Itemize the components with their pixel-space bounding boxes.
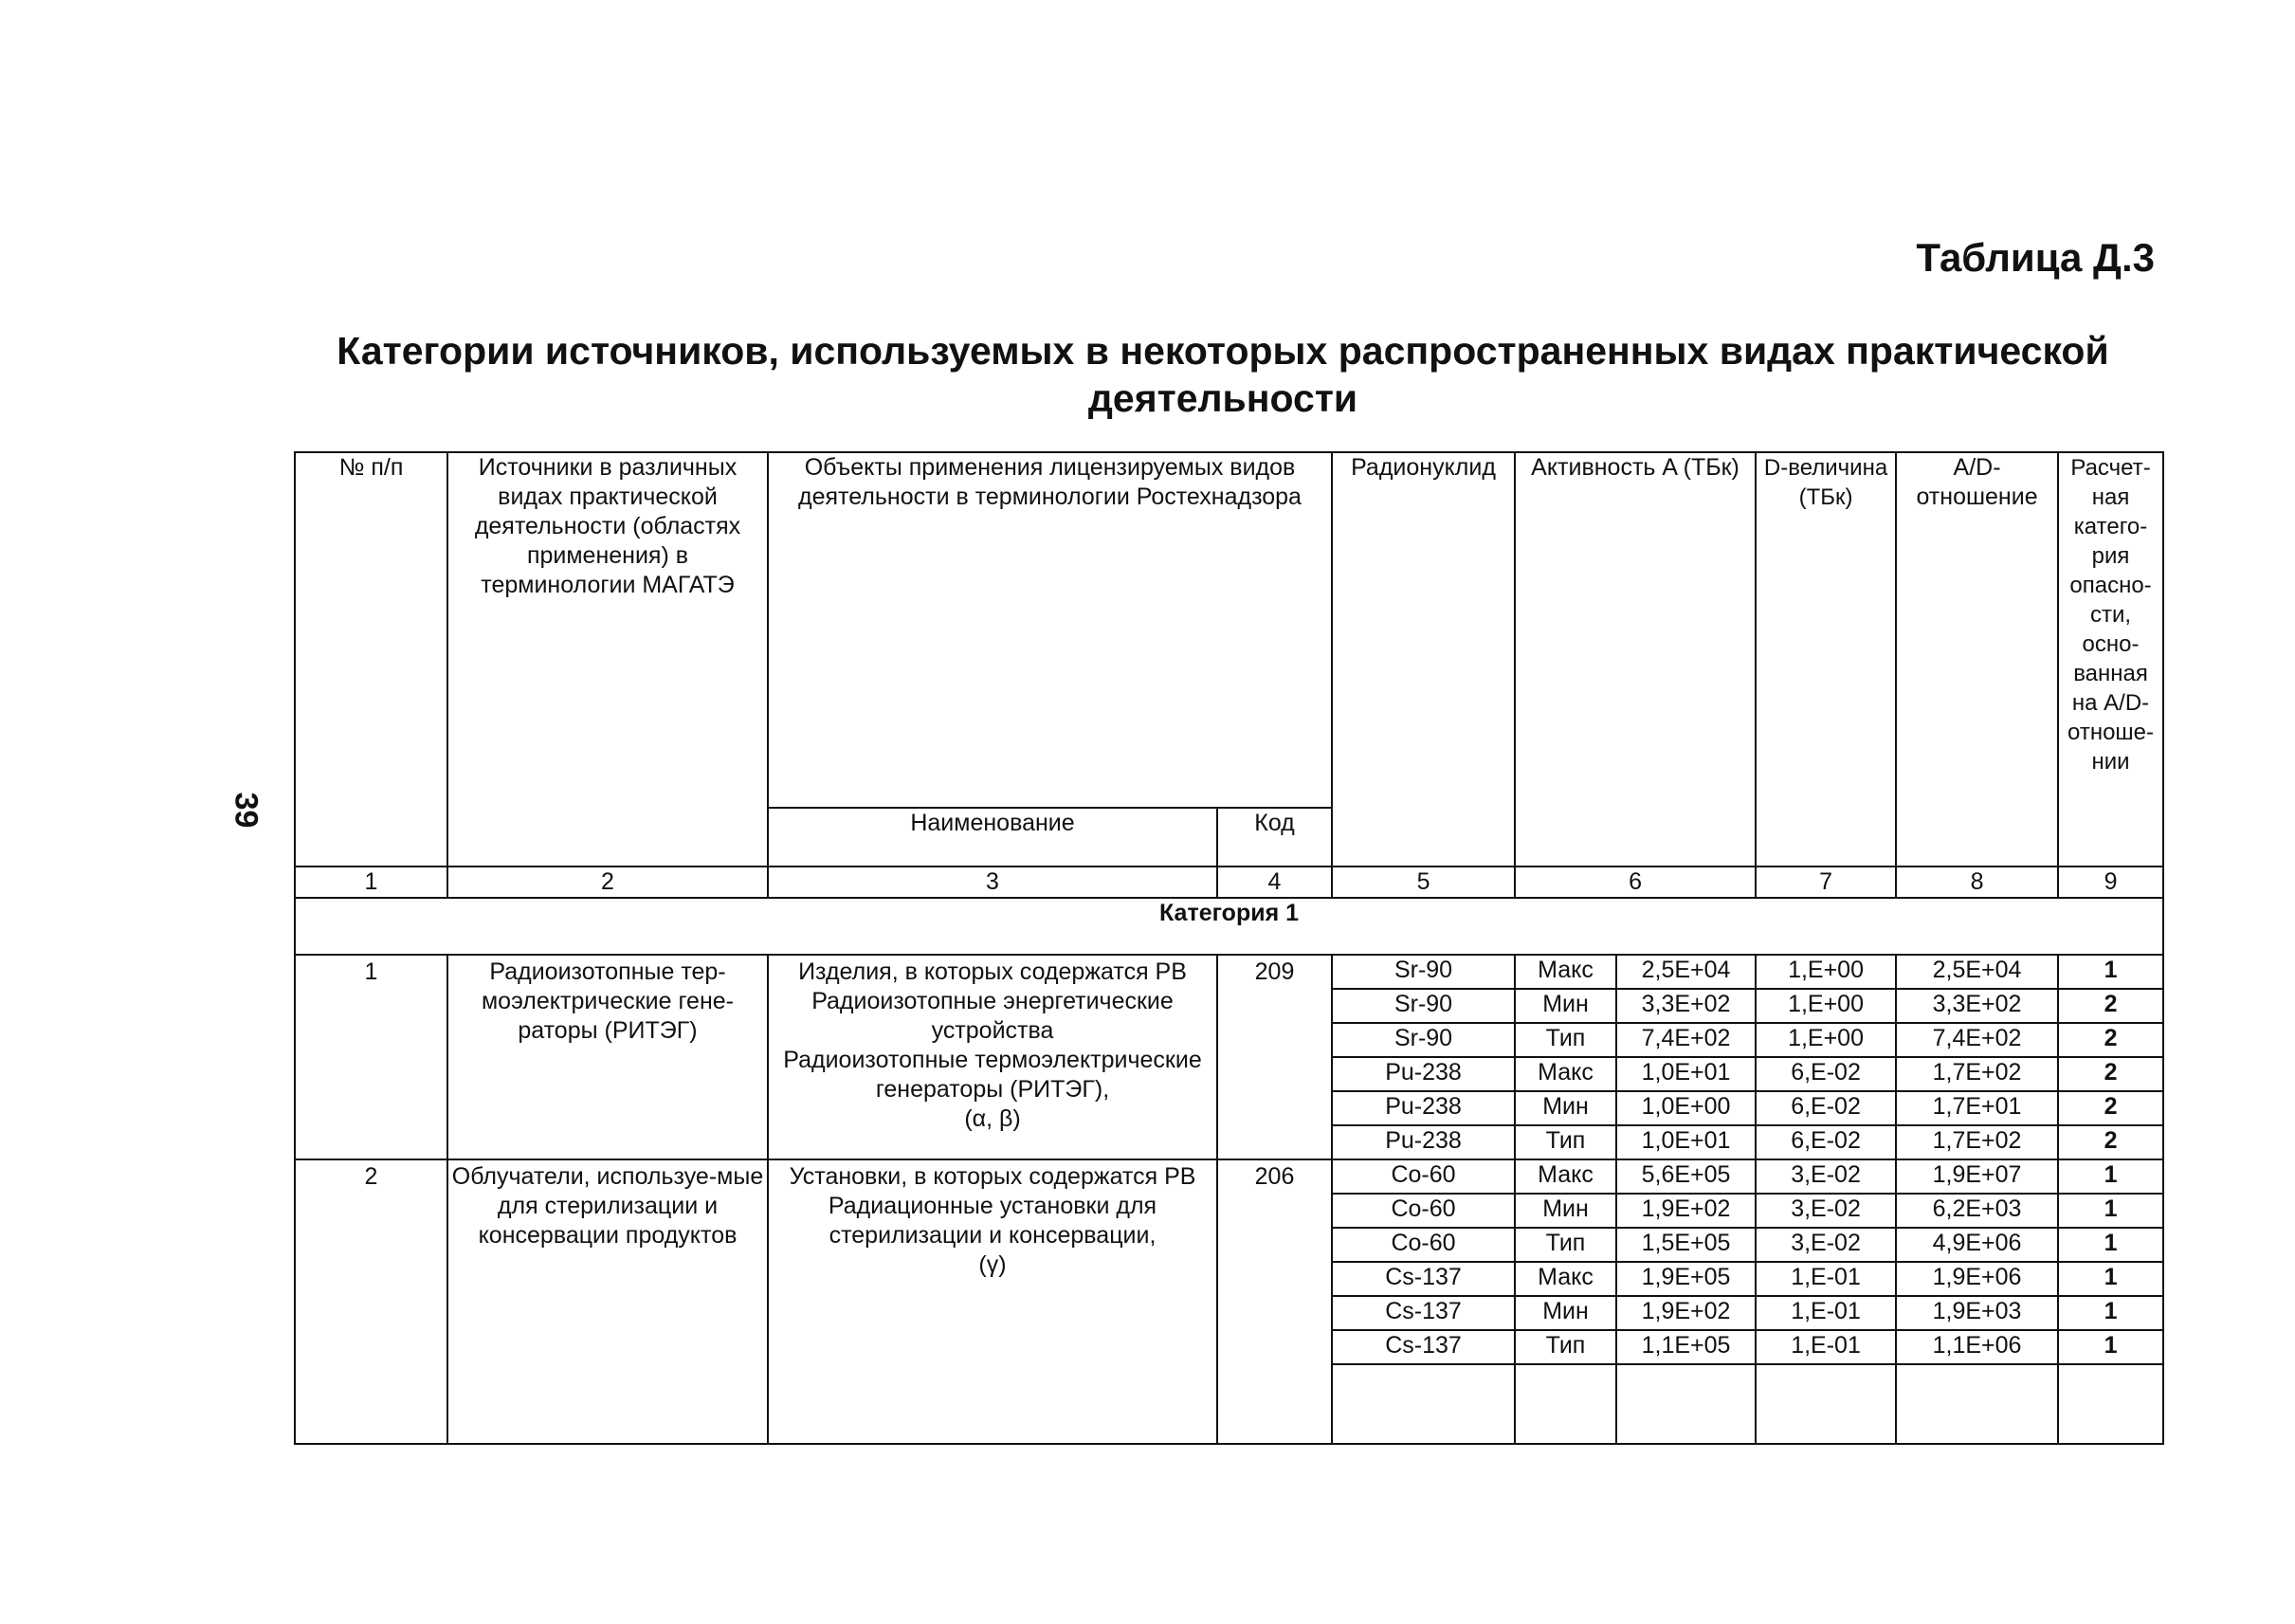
row-number: 1 xyxy=(295,955,447,1159)
activity-type: Макс xyxy=(1515,1262,1616,1296)
activity-value: 1,9E+02 xyxy=(1616,1296,1756,1330)
hazard-category: 1 xyxy=(2058,955,2163,989)
radionuclide: Co-60 xyxy=(1332,1194,1515,1228)
d-value: 3,E-02 xyxy=(1756,1194,1896,1228)
hazard-category: 1 xyxy=(2058,1194,2163,1228)
row-number: 2 xyxy=(295,1159,447,1444)
hazard-category: 1 xyxy=(2058,1296,2163,1330)
empty-cell xyxy=(1896,1364,2058,1444)
radionuclide: Cs-137 xyxy=(1332,1330,1515,1364)
activity-type: Тип xyxy=(1515,1125,1616,1159)
header-ad-ratio: A/D-отношение xyxy=(1896,452,2058,867)
source-description: Облучатели, используе-мые для стерилизации и консервации продуктов xyxy=(447,1159,768,1444)
hazard-category: 1 xyxy=(2058,1159,2163,1194)
source-description: Радиоизотопные тер-моэлектрические гене-раторы (РИТЭГ) xyxy=(447,955,768,1159)
radionuclide: Sr-90 xyxy=(1332,955,1515,989)
ad-ratio: 1,7E+01 xyxy=(1896,1091,2058,1125)
radionuclide: Pu-238 xyxy=(1332,1125,1515,1159)
d-value: 6,E-02 xyxy=(1756,1057,1896,1091)
radionuclide: Co-60 xyxy=(1332,1228,1515,1262)
hazard-category: 2 xyxy=(2058,989,2163,1023)
ad-ratio: 4,9E+06 xyxy=(1896,1228,2058,1262)
activity-value: 1,0E+01 xyxy=(1616,1125,1756,1159)
header-d-value: D-величина (ТБк) xyxy=(1756,452,1896,867)
activity-value: 3,3E+02 xyxy=(1616,989,1756,1023)
header-name: Наименование xyxy=(768,808,1217,867)
page-number: 39 xyxy=(228,792,264,829)
empty-cell xyxy=(2058,1364,2163,1444)
activity-value: 5,6E+05 xyxy=(1616,1159,1756,1194)
d-value: 1,E+00 xyxy=(1756,1023,1896,1057)
object-description xyxy=(768,955,1217,1159)
ad-ratio: 3,3E+02 xyxy=(1896,989,2058,1023)
d-value: 3,E-02 xyxy=(1756,1159,1896,1194)
activity-value: 1,1E+05 xyxy=(1616,1330,1756,1364)
activity-type: Мин xyxy=(1515,1091,1616,1125)
ad-ratio: 7,4E+02 xyxy=(1896,1023,2058,1057)
d-value: 1,E+00 xyxy=(1756,989,1896,1023)
activity-type: Тип xyxy=(1515,1330,1616,1364)
activity-type: Мин xyxy=(1515,989,1616,1023)
radionuclide: Cs-137 xyxy=(1332,1262,1515,1296)
activity-value: 1,9E+05 xyxy=(1616,1262,1756,1296)
column-number: 2 xyxy=(447,867,768,898)
header-objects: Объекты применения лицензируемых видов деятельности в терминологии Ростехнадзора xyxy=(768,452,1332,808)
activity-type: Тип xyxy=(1515,1228,1616,1262)
category-heading: Категория 1 xyxy=(295,898,2163,955)
d-value: 1,E-01 xyxy=(1756,1330,1896,1364)
empty-cell xyxy=(1616,1364,1756,1444)
object-description xyxy=(768,1159,1217,1444)
activity-value: 1,0E+01 xyxy=(1616,1057,1756,1091)
activity-value: 7,4E+02 xyxy=(1616,1023,1756,1057)
column-number: 3 xyxy=(768,867,1217,898)
hazard-category: 1 xyxy=(2058,1330,2163,1364)
column-number: 1 xyxy=(295,867,447,898)
header-code: Код xyxy=(1217,808,1332,867)
ad-ratio: 1,9E+03 xyxy=(1896,1296,2058,1330)
categories-table xyxy=(294,451,2164,1445)
ad-ratio: 6,2E+03 xyxy=(1896,1194,2058,1228)
column-number: 6 xyxy=(1515,867,1756,898)
object-code: 206 xyxy=(1217,1159,1332,1444)
radionuclide: Cs-137 xyxy=(1332,1296,1515,1330)
column-number: 9 xyxy=(2058,867,2163,898)
radionuclide: Co-60 xyxy=(1332,1159,1515,1194)
header-source: Источники в различных видах практической деятельности (областях применения) в терминологии МАГАТЭ xyxy=(447,452,768,867)
table-title: Категории источников, используемых в некоторых распространенных видах практической деятельности xyxy=(337,329,2109,420)
activity-type: Макс xyxy=(1515,1057,1616,1091)
radionuclide: Pu-238 xyxy=(1332,1057,1515,1091)
hazard-category: 2 xyxy=(2058,1125,2163,1159)
table-label: Таблица Д.3 xyxy=(1916,235,2155,280)
activity-type: Мин xyxy=(1515,1194,1616,1228)
activity-value: 1,9E+02 xyxy=(1616,1194,1756,1228)
activity-type: Тип xyxy=(1515,1023,1616,1057)
activity-value: 1,5E+05 xyxy=(1616,1228,1756,1262)
column-number: 8 xyxy=(1896,867,2058,898)
ad-ratio: 1,7E+02 xyxy=(1896,1057,2058,1091)
ad-ratio: 1,9E+06 xyxy=(1896,1262,2058,1296)
header-activity: Активность A (ТБк) xyxy=(1515,452,1756,867)
empty-cell xyxy=(1756,1364,1896,1444)
empty-cell xyxy=(1332,1364,1515,1444)
object-line: Установки, в которых содержатся РВ xyxy=(789,1163,1196,1190)
activity-value: 1,0E+00 xyxy=(1616,1091,1756,1125)
header-num: № п/п xyxy=(295,452,447,867)
ad-ratio: 2,5E+04 xyxy=(1896,955,2058,989)
object-line: Радиоизотопные энергетические устройства xyxy=(811,988,1174,1044)
hazard-category: 2 xyxy=(2058,1023,2163,1057)
radionuclide: Pu-238 xyxy=(1332,1091,1515,1125)
object-line: (γ) xyxy=(978,1251,1007,1278)
object-line: Радиационные установки для стерилизации и консервации, xyxy=(828,1193,1157,1249)
hazard-category: 2 xyxy=(2058,1091,2163,1125)
activity-type: Мин xyxy=(1515,1296,1616,1330)
object-line: (α, β) xyxy=(964,1105,1021,1132)
d-value: 1,E+00 xyxy=(1756,955,1896,989)
column-number: 4 xyxy=(1217,867,1332,898)
hazard-category: 1 xyxy=(2058,1262,2163,1296)
radionuclide: Sr-90 xyxy=(1332,989,1515,1023)
radionuclide: Sr-90 xyxy=(1332,1023,1515,1057)
d-value: 1,E-01 xyxy=(1756,1262,1896,1296)
activity-value: 2,5E+04 xyxy=(1616,955,1756,989)
header-radionuclide: Радионуклид xyxy=(1332,452,1515,867)
d-value: 6,E-02 xyxy=(1756,1125,1896,1159)
object-code: 209 xyxy=(1217,955,1332,1159)
hazard-category: 2 xyxy=(2058,1057,2163,1091)
object-line: Радиоизотопные термоэлектрические генераторы (РИТЭГ), xyxy=(783,1047,1202,1103)
column-number: 7 xyxy=(1756,867,1896,898)
d-value: 1,E-01 xyxy=(1756,1296,1896,1330)
d-value: 6,E-02 xyxy=(1756,1091,1896,1125)
d-value: 3,E-02 xyxy=(1756,1228,1896,1262)
activity-type: Макс xyxy=(1515,955,1616,989)
column-number: 5 xyxy=(1332,867,1515,898)
empty-cell xyxy=(1515,1364,1616,1444)
hazard-category: 1 xyxy=(2058,1228,2163,1262)
activity-type: Макс xyxy=(1515,1159,1616,1194)
ad-ratio: 1,9E+07 xyxy=(1896,1159,2058,1194)
ad-ratio: 1,7E+02 xyxy=(1896,1125,2058,1159)
ad-ratio: 1,1E+06 xyxy=(1896,1330,2058,1364)
object-line: Изделия, в которых содержатся РВ xyxy=(798,958,1187,985)
header-category: Расчет-ная катего-рия опасно-сти, осно-ванная на A/D-отноше-нии xyxy=(2058,452,2163,867)
